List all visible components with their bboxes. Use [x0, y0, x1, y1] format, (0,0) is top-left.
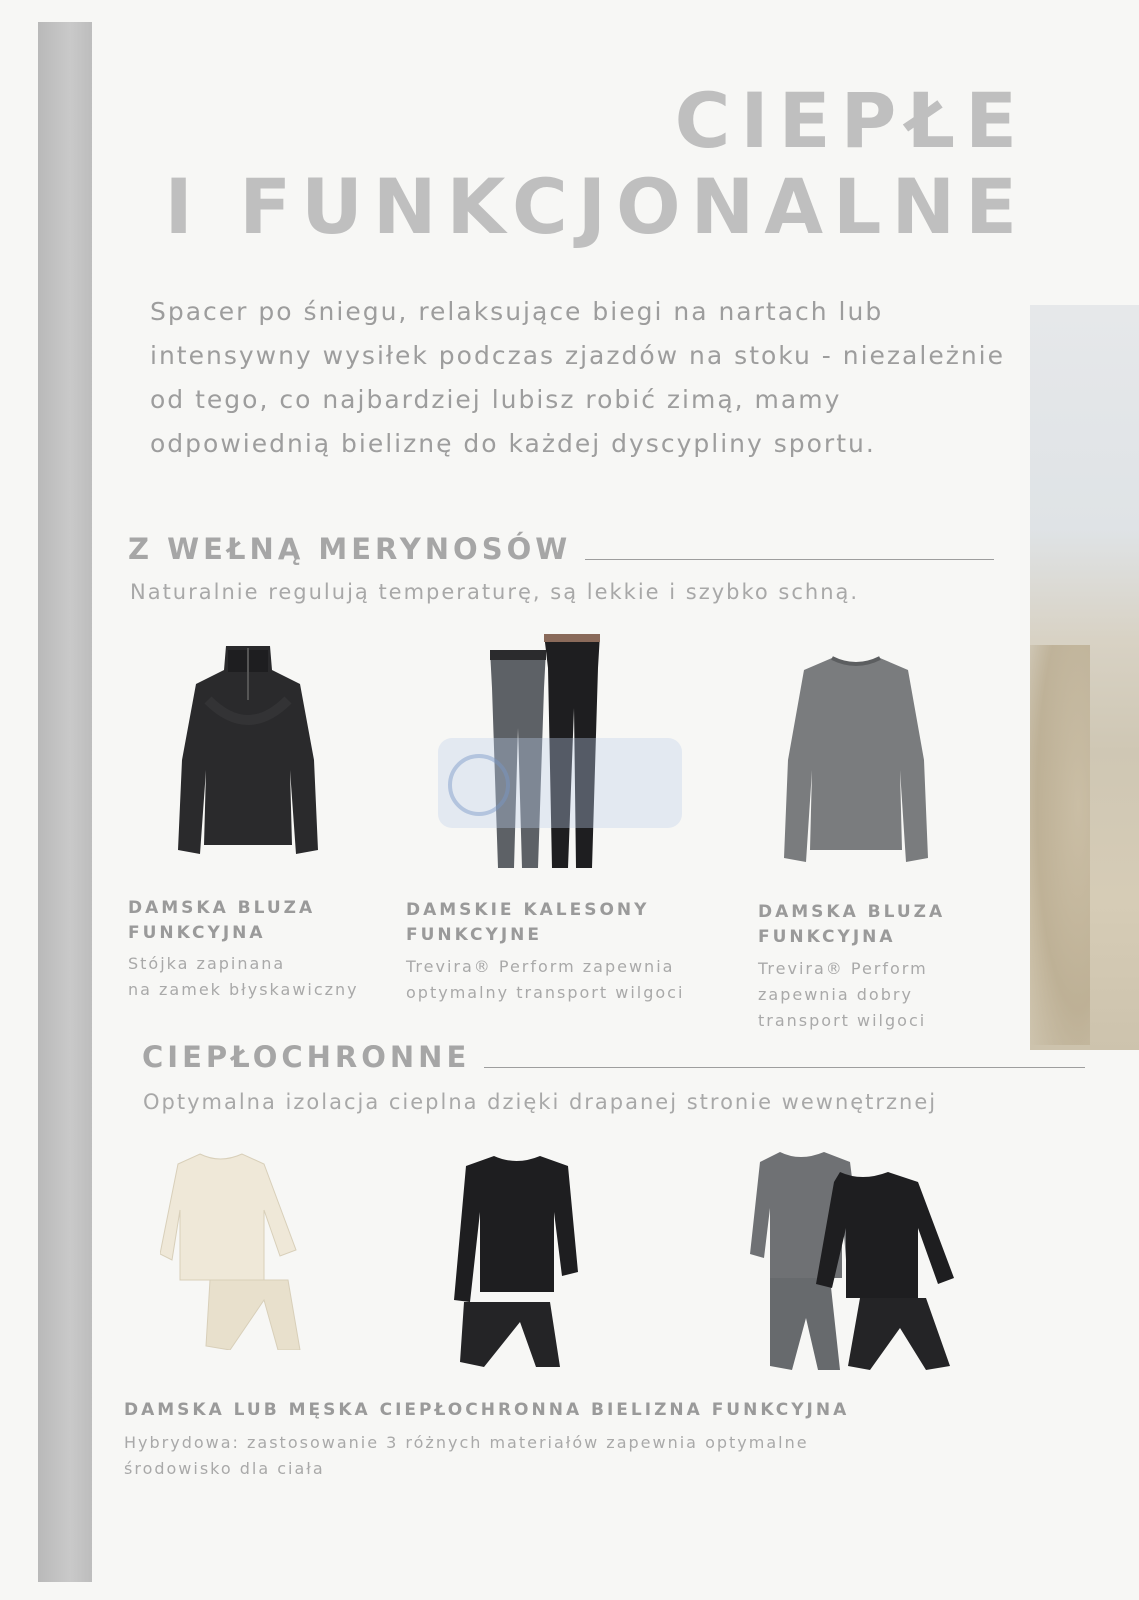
section-thermal-header [142, 1040, 1085, 1074]
product-desc-4: Hybrydowa: zastosowanie 3 różnych materiałów zapewnia optymalne środowisko dla ciała [124, 1433, 809, 1478]
product-image-black-set [450, 1152, 590, 1367]
title-line-2: I FUNKCJONALNE [164, 162, 1027, 251]
watermark-icon [448, 754, 510, 816]
page-title [165, 78, 1027, 250]
section-rule [585, 559, 994, 560]
section-merino-header [128, 532, 994, 566]
section-merino-subtitle: Naturalnie regulują temperaturę, są lekkie i szybko schną. [130, 580, 860, 604]
product-image-zip-top [168, 640, 328, 865]
product-name-3: DAMSKA BLUZA FUNKCYJNA [758, 902, 946, 947]
product-name-4: DAMSKA LUB MĘSKA CIEPŁOCHRONNA BIELIZNA FUNKCYJNA [124, 1400, 850, 1420]
product-name-1: DAMSKA BLUZA FUNKCYJNA [128, 898, 316, 943]
product-image-grey-black-set [750, 1148, 960, 1373]
product-desc-3: Trevira® Perform zapewnia dobry transport wilgoci [758, 959, 928, 1030]
section-thermal-title: CIEPŁOCHRONNE [142, 1040, 471, 1074]
product-image-cream-set [160, 1150, 310, 1350]
side-decorative-bar [38, 22, 92, 1582]
product-desc-2: Trevira® Perform zapewnia optymalny transport wilgoci [406, 957, 685, 1002]
product-name-2: DAMSKIE KALESONY FUNKCYJNE [406, 900, 650, 945]
model-photo-strip [1030, 305, 1139, 1050]
section-thermal-subtitle: Optymalna izolacja cieplna dzięki drapanej stronie wewnętrznej [143, 1090, 938, 1114]
intro-text: Spacer po śniegu, relaksujące biegi na nartach lub intensywny wysiłek podczas zjazdów na stoku - niezależnie od tego, co najbardziej lubisz robić zimą, mamy odpowiednią bieliznę do każdej dyscypliny sportu. [150, 297, 1005, 458]
section-rule [484, 1067, 1085, 1068]
title-line-1: CIEPŁE [674, 76, 1027, 165]
product-image-grey-top [776, 650, 936, 868]
model-shoulder [1030, 645, 1090, 1045]
watermark-logo [438, 738, 682, 828]
section-merino-title: Z WEŁNĄ MERYNOSÓW [128, 532, 572, 566]
product-desc-1: Stójka zapinana na zamek błyskawiczny [128, 954, 359, 999]
